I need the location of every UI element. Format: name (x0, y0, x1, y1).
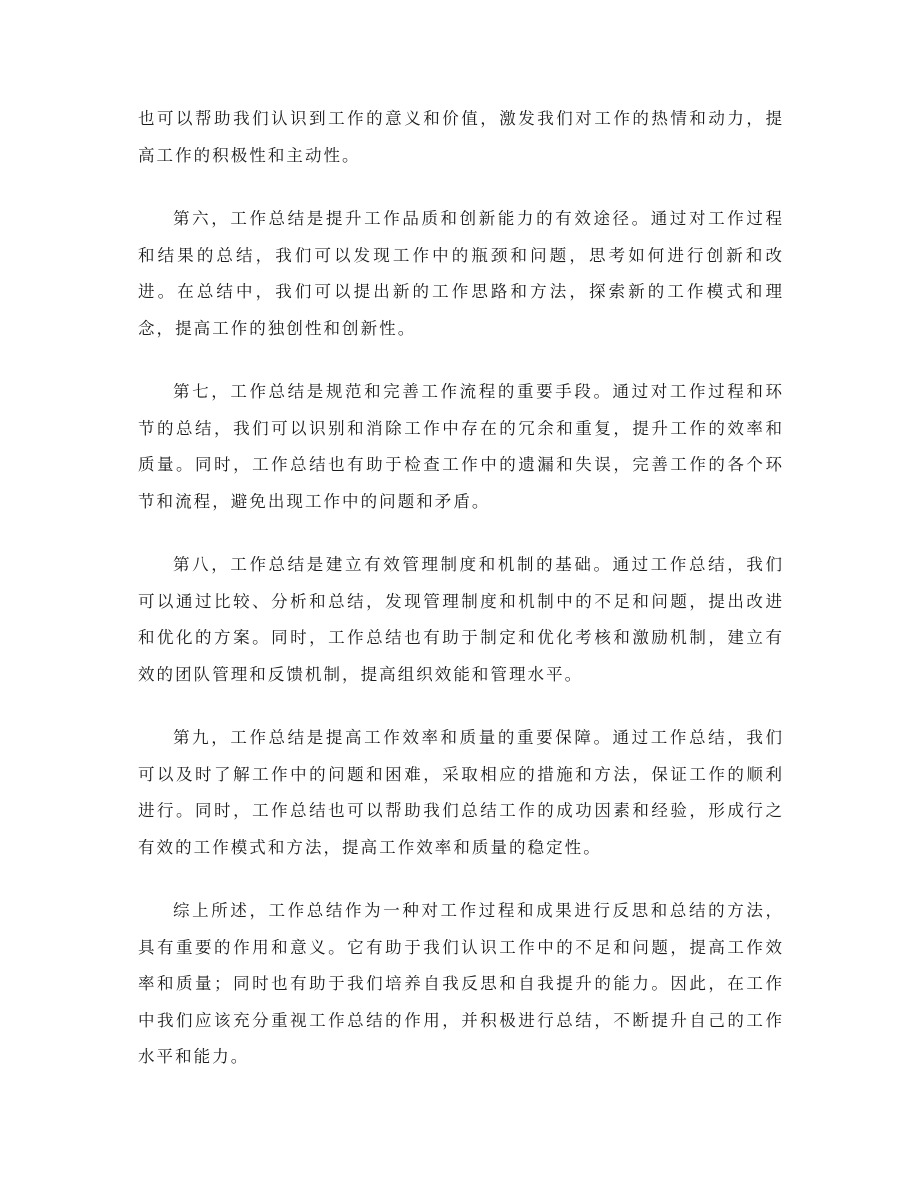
paragraph-seventh: 第七，工作总结是规范和完善工作流程的重要手段。通过对工作过程和环节的总结，我们可以识别和消除工作中存在的冗余和重复，提升工作的效率和质量。同时，工作总结也有助于检查工作中的遗漏和失误，完善工作的各个环节和流程，避免出现工作中的问题和矛盾。 (138, 382, 784, 511)
paragraph-sixth: 第六，工作总结是提升工作品质和创新能力的有效途径。通过对工作过程和结果的总结，我们可以发现工作中的瓶颈和问题，思考如何进行创新和改进。在总结中，我们可以提出新的工作思路和方法，探索新的工作模式和理念，提高工作的独创性和创新性。 (138, 209, 784, 338)
paragraph-eighth: 第八，工作总结是建立有效管理制度和机制的基础。通过工作总结，我们可以通过比较、分析和总结，发现管理制度和机制中的不足和问题，提出改进和优化的方案。同时，工作总结也有助于制定和优化考核和激励机制，建立有效的团队管理和反馈机制，提高组织效能和管理水平。 (138, 555, 784, 684)
paragraph-ninth: 第九，工作总结是提高工作效率和质量的重要保障。通过工作总结，我们可以及时了解工作中的问题和困难，采取相应的措施和方法，保证工作的顺利进行。同时，工作总结也可以帮助我们总结工作的成功因素和经验，形成行之有效的工作模式和方法，提高工作效率和质量的稳定性。 (138, 728, 784, 857)
document-body (138, 101, 784, 1103)
paragraph-continuation: 也可以帮助我们认识到工作的意义和价值，激发我们对工作的热情和动力，提高工作的积极性和主动性。 (138, 109, 784, 165)
paragraph-conclusion: 综上所述，工作总结作为一种对工作过程和成果进行反思和总结的方法，具有重要的作用和意义。它有助于我们认识工作中的不足和问题，提高工作效率和质量；同时也有助于我们培养自我反思和自我提升的能力。因此，在工作中我们应该充分重视工作总结的作用，并积极进行总结，不断提升自己的工作水平和能力。 (138, 901, 784, 1066)
